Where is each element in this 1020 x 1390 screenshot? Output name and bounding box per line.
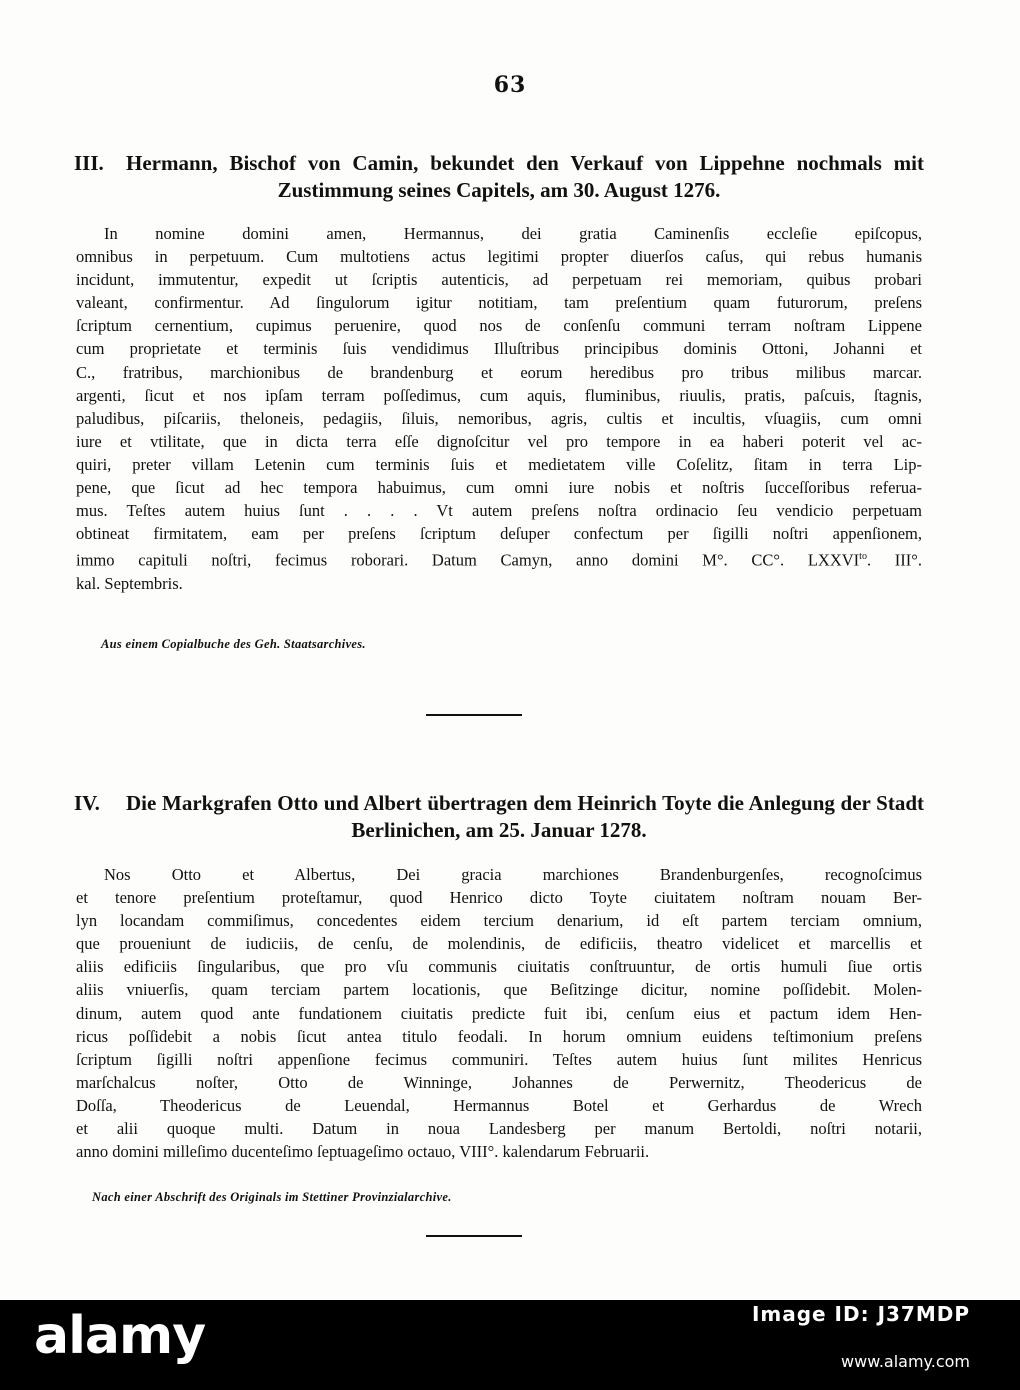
page-number: 63 [493,72,527,98]
end-divider [426,1235,522,1237]
section4-body-line: marſchalcus noſter, Otto de Winninge, Johannes de Perwernitz, Theodericus de [76,1072,922,1092]
section-4-body [76,863,922,1163]
section3-body-line: omnibus in perpetuum. Cum multotiens actus legitimi propter diuerſos caſus, qui rebus humanis [76,247,922,267]
section-4-source-note: Nach einer Abschrift des Originals im Stettiner Provinzialarchive. [92,1190,452,1204]
section3-body-line: C., fratribus, marchionibus de brandenburg et eorum heredibus pro tribus milibus marcar. [76,362,922,382]
section3-body-line: pene, que ſicut ad hec tempora habuimus, cum omni iure nobis et noſtris ſucceſſoribus referua- [76,478,922,498]
section3-body-line: iure et vtilitate, que in dicta terra eſſe dignoſcitur vel pro tempore in ea haberi poterit vel ac- [76,431,922,451]
section4-body-line: ſcriptum ſigilli noſtri appenſione fecimus communiri. Teſtes autem huius ſunt milites Henricus [76,1049,922,1069]
section-3-title-line-1 [74,150,924,177]
section4-body-line: Doſſa, Theodericus de Leuendal, Hermannus Botel et Gerhardus de Wrech [76,1095,922,1115]
section-3-body [76,222,922,595]
section3-body-line: incidunt, immutentur, expedit ut ſcriptis autenticis, ad perpetuam rei memoriam, quibus probari [76,270,922,290]
section4-body-line: et tenore preſentium proteſtamur, quod Henrico dicto Toyte ciuitatem noſtram nouam Ber- [76,888,922,908]
section3-body-line: immo capituli noſtri, fecimus roborari. Datum Camyn, anno domini M°. CC°. $LXXVI^{to}$. III°. [76,550,922,570]
section3-body-line: kal. Septembris. [76,573,183,593]
site-url: www.alamy.com [841,1352,970,1371]
section-4-title-text: Die Markgrafen Otto und Albert übertragen dem Heinrich Toyte die Anlegung der Stadt [126,791,924,815]
section3-body-line: obtineat firmitatem, eam per preſens ſcriptum deſuper confectum per ſigilli noſtri appenſionem, [76,524,922,544]
section3-body-line: mus. Teſtes autem huius ſunt . . . . Vt autem preſens noſtra ordinacio ſeu vendicio perpetuam [76,501,922,521]
image-id-text: Image ID: J37MDP [751,1302,970,1326]
section-3-title-line-2: Zustimmung seines Capitels, am 30. August 1276. [277,178,721,202]
section-4-title-line-1 [74,790,924,817]
brand-logo: alamy [34,1306,206,1366]
section4-body-line: ricus poſſidebit a nobis ſicut antea titulo feodali. In horum omnium euidens teſtimonium preſens [76,1026,922,1046]
section3-body-line: argenti, ſicut et nos ipſam terram poſſedimus, cum aquis, fluminibus, riuulis, pratis, paſcuis, ſtagnis, [76,385,922,405]
section-3-source-note: Aus einem Copialbuche des Geh. Staatsarchives. [101,637,366,651]
section4-body-line: lyn locandam commiſimus, concedentes eidem tercium denarium, id eſt partem terciam omnium, [76,911,922,931]
section4-body-line: que proueniunt de iudiciis, de cenſu, de molendinis, de edificiis, theatro videlicet et marcellis et [76,934,922,954]
image-id [752,1303,970,1327]
section4-body-line: et alii quoque multi. Datum in noua Landesberg per manum Bertoldi, noſtri notarii, [76,1119,922,1139]
section-4-title-line-2: Berlinichen, am 25. Januar 1278. [351,818,647,842]
section3-body-line: valeant, confirmentur. Ad ſingulorum igitur notitiam, tam preſentium quam futurorum, preſens [76,293,922,313]
section3-body-line: quiri, preter villam Letenin cum terminis ſuis et medietatem ville Coſelitz, ſitam in terra Lip- [76,454,922,474]
section4-body-line: aliis edificiis ſingularibus, que pro vſu communis ciuitatis conſtruuntur, de ortis humuli ſiue ortis [76,957,922,977]
section3-body-line: cum proprietate et terminis ſuis vendidimus Illuſtribus principibus dominis Ottoni, Johanni et [76,339,922,359]
section3-body-line: paludibus, piſcariis, theloneis, pedagiis, ſiluis, nemoribus, agris, cultis et incultis, vſuagiis, cum omni [76,408,922,428]
section-divider [426,714,522,716]
section4-body-line: Nos Otto et Albertus, Dei gracia marchiones Brandenburgenſes, recognoſcimus [104,865,922,884]
section4-body-line: aliis vniuerſis, quam terciam partem locationis, que Beſitzinge dicitur, nomine poſſidebit. Molen- [76,980,922,1000]
section-4-heading [74,790,924,844]
section3-body-line: ſcriptum cernentium, cupimus peruenire, quod nos de conſenſu communi terram noſtram Lippene [76,316,922,336]
section4-body-line: anno domini milleſimo ducenteſimo ſeptuageſimo octauo, VIII°. kalendarum Februarii. [76,1142,650,1162]
section-4-number: IV. [74,791,100,815]
section-3-title-text: Hermann, Bischof von Camin, bekundet den Verkauf von Lippehne nochmals mit [126,151,924,175]
section-3-number: III. [74,151,104,175]
section4-body-line: dinum, autem quod ante fundationem ciuitatis predicte fuit ibi, cenſum eius et pactum idem Hen- [76,1003,922,1023]
section-3-heading [74,150,924,204]
section3-body-line: In nomine domini amen, Hermannus, dei gratia Caminenſis eccleſie epiſcopus, [104,224,922,243]
